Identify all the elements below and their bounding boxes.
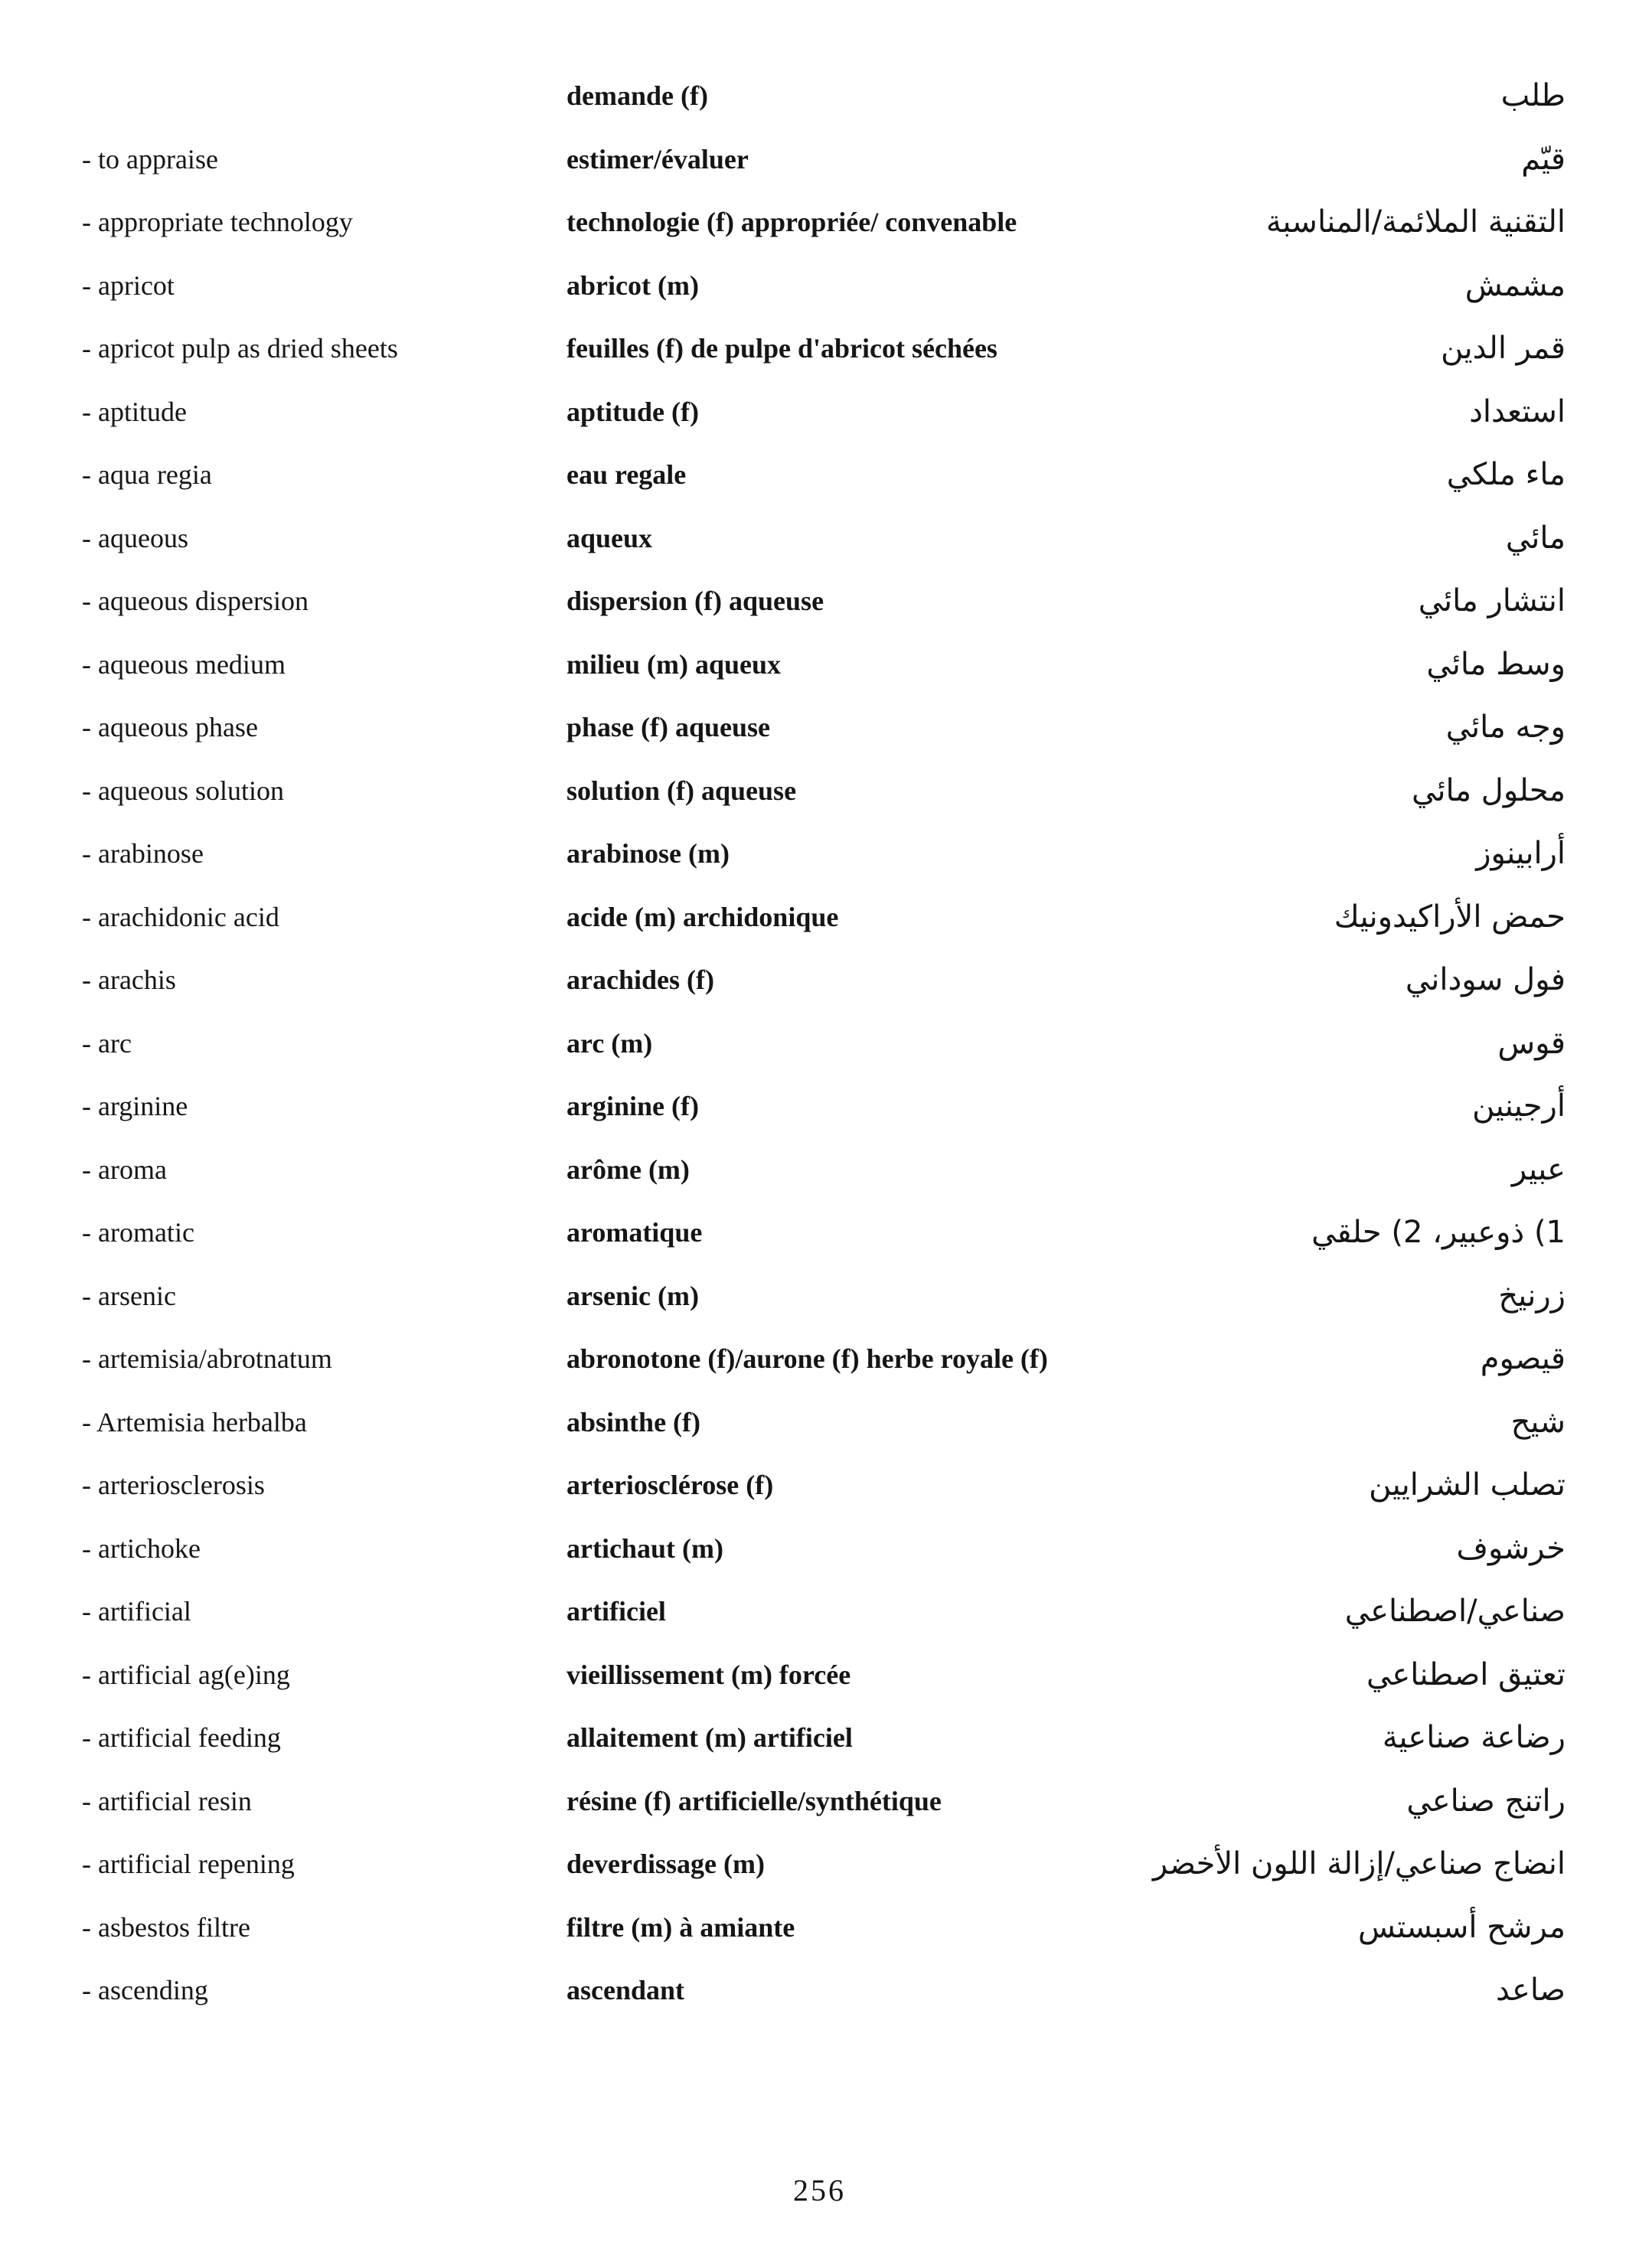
arabic-term: مرشح أسبستس [1358, 1909, 1566, 1945]
french-term: arôme (m) [566, 1154, 690, 1185]
arabic-term: قيّم [1521, 141, 1566, 177]
entry-row [0, 768, 1639, 831]
english-term: - aqueous [82, 522, 188, 553]
english-term: - aptitude [82, 396, 187, 427]
english-term: - to appraise [82, 143, 218, 175]
entry-row [0, 452, 1639, 515]
entry-row [0, 515, 1639, 579]
arabic-term: مشمش [1464, 267, 1566, 303]
entry-row [0, 263, 1639, 326]
english-term: - aqueous dispersion [82, 586, 309, 616]
arabic-term: زرنيخ [1498, 1278, 1566, 1313]
english-term: - ascending [82, 1975, 208, 2005]
french-term: aptitude (f) [566, 396, 699, 427]
english-term: - artificial feeding [82, 1722, 281, 1753]
french-term: technologie (f) appropriée/ convenable [566, 207, 1017, 237]
french-term: estimer/évaluer [566, 143, 749, 175]
arabic-term: أرجينين [1472, 1088, 1566, 1124]
french-term: phase (f) aqueuse [566, 712, 771, 742]
entry-row [0, 1083, 1639, 1147]
english-term: - aqueous solution [82, 775, 284, 806]
english-term: - aroma [82, 1154, 167, 1185]
english-term: - aqua regia [82, 459, 212, 490]
entry-row [0, 641, 1639, 705]
entry-row [0, 1526, 1639, 1589]
english-term: - arginine [82, 1091, 188, 1121]
arabic-term: راتنج صناعي [1406, 1783, 1566, 1819]
arabic-term: استعداد [1469, 393, 1566, 429]
french-term: abronotone (f)/aurone (f) herbe royale (f) [566, 1343, 1048, 1374]
french-term: arteriosclérose (f) [566, 1470, 774, 1500]
arabic-term: التقنية الملائمة/المناسبة [1265, 204, 1566, 240]
arabic-term: قمر الدين [1441, 331, 1566, 366]
arabic-term: رضاعة صناعية [1382, 1720, 1566, 1755]
arabic-term: قيصوم [1480, 1341, 1566, 1376]
english-term: - aromatic [82, 1217, 194, 1248]
english-term: - artificial ag(e)ing [82, 1659, 290, 1690]
french-term: arachides (f) [566, 964, 714, 995]
french-term: vieillissement (m) forcée [566, 1659, 851, 1690]
french-term: allaitement (m) artificiel [566, 1722, 853, 1753]
entry-list [0, 73, 1639, 2031]
french-term: demande (f) [566, 80, 708, 111]
french-term: artichaut (m) [566, 1532, 723, 1564]
arabic-term: تعتيق اصطناعي [1366, 1656, 1566, 1692]
french-term: ascendant [566, 1975, 685, 2005]
french-term: arsenic (m) [566, 1280, 699, 1311]
french-term: abricot (m) [566, 269, 699, 301]
english-term: - arabinose [82, 838, 204, 869]
french-term: milieu (m) aqueux [566, 648, 782, 680]
entry-row [0, 1020, 1639, 1084]
entry-row [0, 1209, 1639, 1273]
entry-row [0, 389, 1639, 452]
arabic-term: انتشار مائي [1418, 583, 1566, 618]
entry-row [0, 325, 1639, 389]
entry-row [0, 1399, 1639, 1463]
arabic-term: صاعد [1495, 1973, 1566, 2008]
english-term: - artichoke [82, 1532, 201, 1564]
english-term: - apricot pulp as dried sheets [82, 333, 398, 364]
french-term: aromatique [566, 1217, 703, 1248]
english-term: - arachidonic acid [82, 901, 279, 932]
english-term: - artificial resin [82, 1785, 252, 1816]
english-term: - asbestos filtre [82, 1911, 250, 1943]
english-term: - aqueous phase [82, 712, 258, 742]
entry-row [0, 704, 1639, 768]
entry-row [0, 894, 1639, 958]
arabic-term: مائي [1505, 520, 1566, 556]
arabic-term: شيح [1510, 1404, 1566, 1440]
arabic-term: حمض الأراكيدونيك [1334, 899, 1566, 935]
french-term: feuilles (f) de pulpe d'abricot séchées [566, 333, 997, 364]
entry-row [0, 1462, 1639, 1526]
arabic-term: تصلب الشرايين [1369, 1467, 1566, 1503]
french-term: acide (m) archidonique [566, 901, 839, 932]
arabic-term: ماء ملكي [1446, 457, 1566, 492]
entry-row [0, 1336, 1639, 1399]
french-term: dispersion (f) aqueuse [566, 586, 824, 616]
arabic-term: وجه مائي [1445, 710, 1566, 745]
english-term: - arsenic [82, 1280, 176, 1311]
entry-row [0, 1841, 1639, 1904]
arabic-term: محلول مائي [1411, 772, 1566, 808]
arabic-term: وسط مائي [1426, 646, 1566, 682]
entry-row [0, 1273, 1639, 1336]
english-term: - appropriate technology [82, 207, 353, 237]
english-term: - artemisia/abrotnatum [82, 1343, 332, 1374]
french-term: solution (f) aqueuse [566, 775, 797, 806]
english-term: - Artemisia herbalba [82, 1406, 307, 1437]
english-term: - aqueous medium [82, 648, 286, 680]
entry-row [0, 578, 1639, 641]
english-term: - arachis [82, 964, 176, 995]
french-term: deverdissage (m) [566, 1849, 765, 1879]
english-term: - artificial [82, 1596, 191, 1627]
arabic-term: أرابينوز [1476, 836, 1566, 871]
french-term: absinthe (f) [566, 1406, 701, 1437]
page-number: 256 [793, 2173, 846, 2208]
english-term: - apricot [82, 269, 175, 301]
entry-row [0, 1904, 1639, 1968]
arabic-term: طلب [1500, 78, 1566, 113]
french-term: arginine (f) [566, 1091, 699, 1121]
entry-row [0, 199, 1639, 263]
french-term: arc (m) [566, 1027, 653, 1059]
entry-row [0, 1715, 1639, 1778]
french-term: eau regale [566, 459, 687, 490]
entry-row [0, 136, 1639, 200]
entry-row [0, 831, 1639, 894]
arabic-term: قوس [1497, 1025, 1566, 1061]
french-term: résine (f) artificielle/synthétique [566, 1785, 942, 1816]
entry-row [0, 1652, 1639, 1715]
arabic-term: 1) ذوعبير، 2) حلقي [1311, 1215, 1566, 1250]
entry-row [0, 73, 1639, 136]
french-term: filtre (m) à amiante [566, 1911, 795, 1943]
english-term: - arteriosclerosis [82, 1470, 265, 1500]
english-term: - artificial repening [82, 1849, 295, 1879]
french-term: aqueux [566, 522, 653, 553]
entry-row [0, 957, 1639, 1020]
arabic-term: عبير [1511, 1151, 1566, 1187]
entry-row [0, 1588, 1639, 1652]
arabic-term: انضاج صناعي/إزالة اللون الأخضر [1152, 1846, 1566, 1881]
entry-row [0, 1967, 1639, 2031]
arabic-term: خرشوف [1456, 1530, 1566, 1566]
arabic-term: صناعي/اصطناعي [1344, 1594, 1566, 1629]
entry-row [0, 1147, 1639, 1210]
arabic-term: فول سوداني [1405, 962, 1566, 997]
french-term: artificiel [566, 1596, 666, 1627]
english-term: - arc [82, 1027, 132, 1059]
entry-row [0, 1778, 1639, 1842]
french-term: arabinose (m) [566, 838, 730, 869]
